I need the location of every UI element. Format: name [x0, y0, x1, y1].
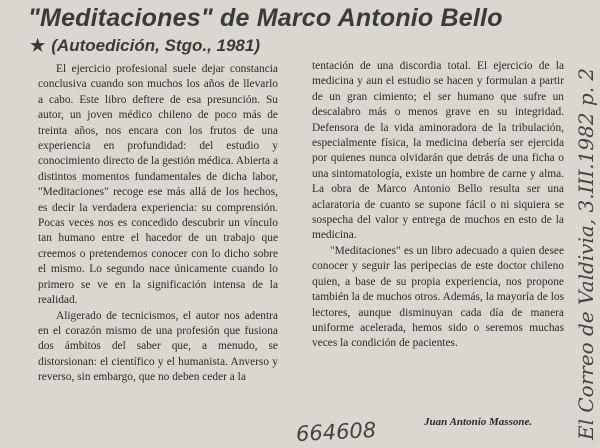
article-headline: "Meditaciones" de Marco Antonio Bello [28, 4, 503, 32]
article-column-left [38, 62, 278, 386]
paragraph: tentación de una discordia total. El ejercicio de la medicina y aun el estudio se hacen y formulan a partir de un gran cimiento; el ser humano que sufre un descalabro más o menos grave en su integridad. Defensora de la vida aminoradora de la tribulación, especialmente física, la medicina debería ser ejercida por quienes nunca olvidarán que detrás de una ficha o una sintomatología, existe un hombre de carne y alma. La obra de Marco Antonio Bello resulta ser una aclaratoria de cuanto se supone fácil o ni siquiera se sospecha del valor y entrega de muchos en esto de la medicina. [312, 60, 564, 242]
article-subhead [30, 36, 260, 56]
subhead-text: (Autoedición, Stgo., 1981) [51, 36, 260, 55]
author-signature: Juan Antonio Massone. [424, 416, 533, 428]
handwritten-number: 664608 [295, 417, 377, 447]
paragraph: El ejercicio profesional suele dejar constancia conclusiva cuando son muchos los años de llevarlo a cabo. Este libro deftere de esa presunción. Su autor, un joven médico chileno de poco más de treinta años, nos encara con los frutos de una experiencia en profundidad: del estudio y conocimiento directo de la gestión médica. Abierta a distintos momentos fundamentales de dicha labor, "Meditaciones" recoge ese más allá de los hechos, es decir la verdadera experiencia: su comprensión. Pocas veces nos es concedido descubrir un vínculo tan humano entre el hacedor de un trabajo que creemos o pretendemos conocer con lo dicho sobre el mismo. Lo segundo nace únicamente cuando lo primero se ve en la significación intensa de la realidad. [38, 63, 278, 307]
paragraph: Aligerado de tecnicismos, el autor nos adentra en el corazón mismo de una profesión que fusiona dos ámbitos del saber que, a menudo, se distorsionan: el científico y el humanista. Anverso y reverso, sin embargo, que no deben ceder a la [38, 309, 278, 384]
paragraph: "Meditaciones" es un libro adecuado a quien desee conocer y seguir las peripecias de este doctor chileno quien, a base de su propia experiencia, nos propone también la de muchos otros. Además, la mayoría de los lectores, aunque disminuyan cada día de manera uniforme acelerada, hemos sido o seremos muchas veces la condición de pacientes. [312, 244, 564, 350]
star-icon: ★ [30, 36, 46, 55]
article-column-right [312, 59, 564, 352]
handwritten-source-note: El Correo de Valdivia, 3.III.1982 p. 2 [574, 67, 598, 440]
